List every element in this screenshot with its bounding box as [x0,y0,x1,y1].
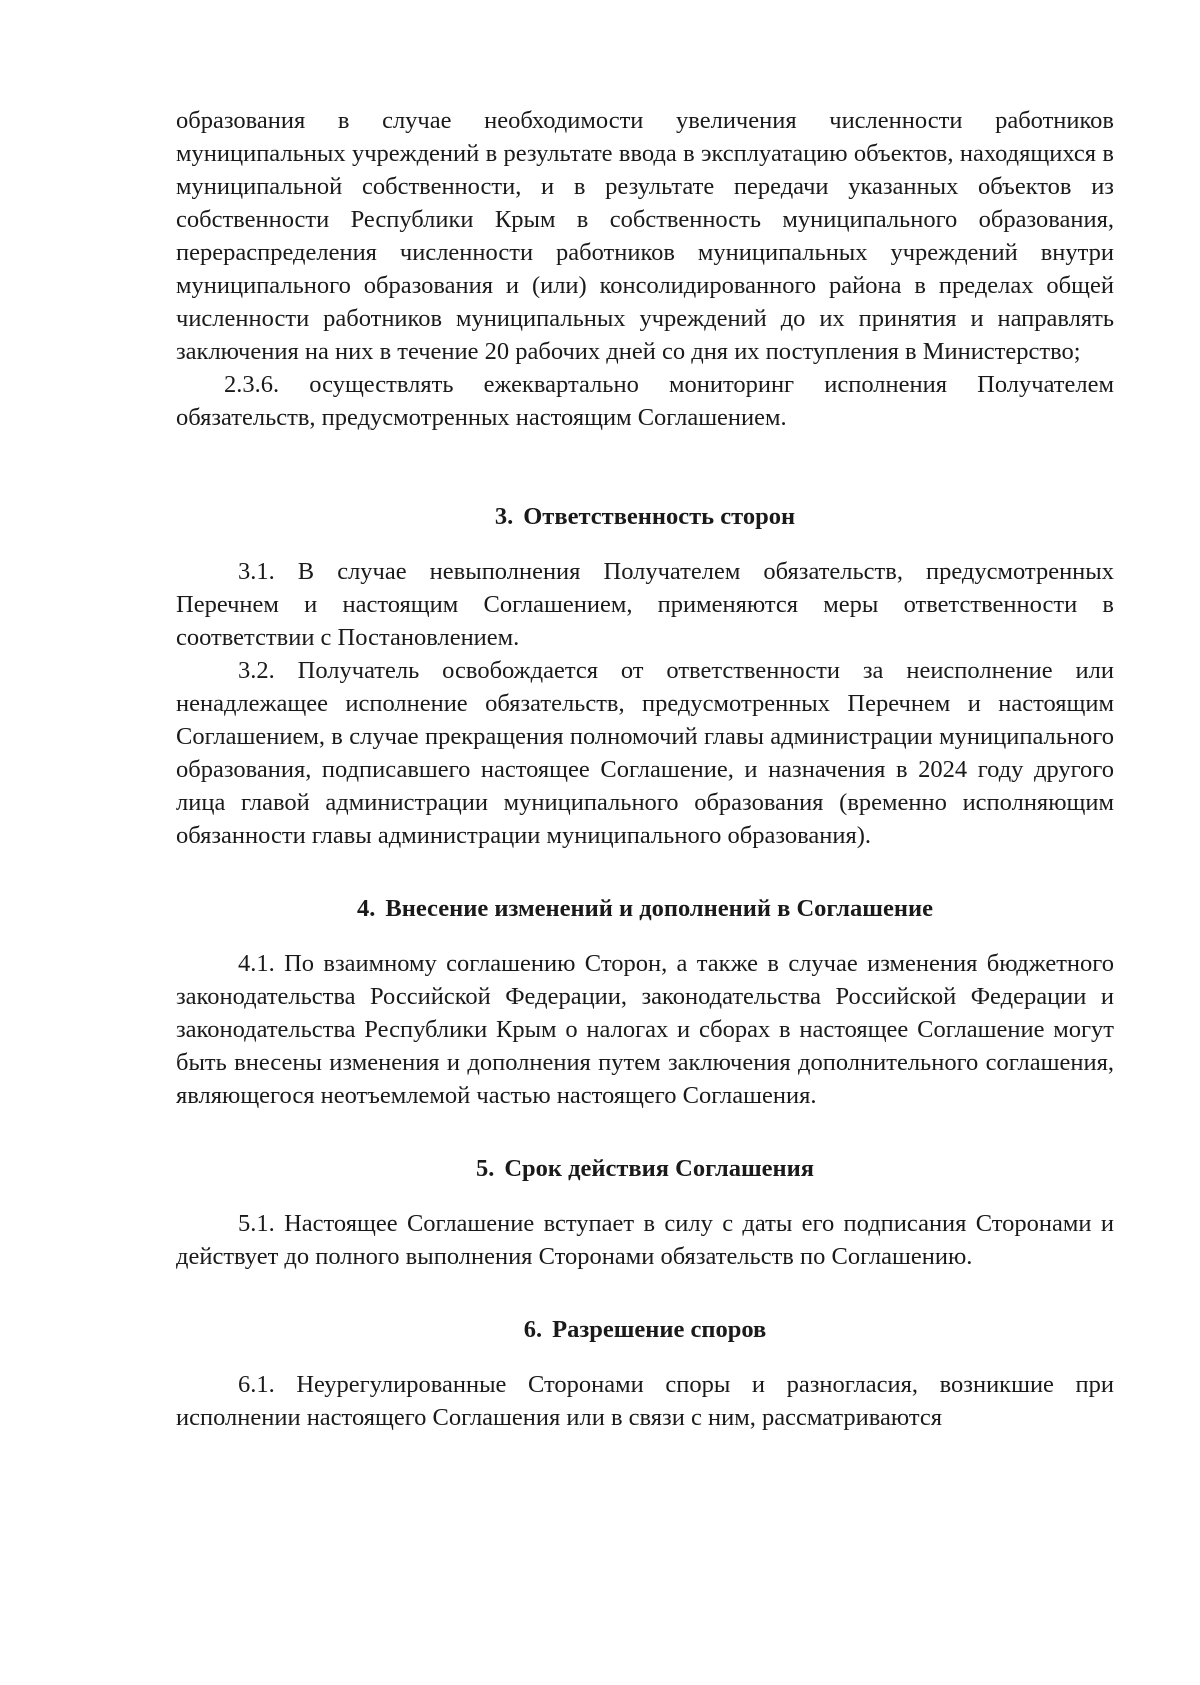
section-number: 3. [494,503,514,530]
section-title: Внесение изменений и дополнений в Соглашение [385,895,933,922]
section-title: Разрешение споров [552,1316,767,1343]
clause-6-1: 6.1. Неурегулированные Сторонами споры и разногласия, возникшие при исполнении настоящего Соглашения или в связи с ним, рассматриваются [176,1371,1114,1431]
clause-3-1: 3.1. В случае невыполнения Получателем обязательств, предусмотренных Перечнем и настоящим Соглашением, применяются меры ответственности в соответствии с Постановлением. [176,558,1114,651]
continuation-paragraph: образования в случае необходимости увеличения численности работников муниципальных учреждений в результате ввода в эксплуатацию объектов, находящихся в муниципальной собственности, и в результате передачи указанных объектов из собственности Республики Крым в собственность муниципального образования, перераспределения численности работников муниципальных учреждений внутри муниципального образования и (или) консолидированного района в пределах общей численности работников муниципальных учреждений до их принятия и направлять заключения на них в течение 20 рабочих дней со дня их поступления в Министерство; [176,107,1114,365]
section-4 [176,892,1114,1112]
section-number: 4. [357,895,376,922]
section-title: Срок действия Соглашения [504,1155,815,1182]
section-5 [176,1152,1114,1273]
clause-5-1: 5.1. Настоящее Соглашение вступает в силу с даты его подписания Сторонами и действует до полного выполнения Сторонами обязательств по Соглашению. [176,1210,1114,1270]
section-heading [176,892,1114,925]
clause-2-3-6: 2.3.6. осуществлять ежеквартально мониторинг исполнения Получателем обязательств, предусмотренных настоящим Соглашением. [176,371,1114,431]
section-heading [176,500,1114,533]
section-heading [176,1152,1114,1185]
section-number: 5. [475,1155,495,1182]
section-number: 6. [523,1316,543,1343]
section-6 [176,1313,1114,1434]
document-page [176,104,1114,1434]
section-3 [176,500,1114,852]
clause-3-2: 3.2. Получатель освобождается от ответственности за неисполнение или ненадлежащее исполнение обязательств, предусмотренных Перечнем и настоящим Соглашением, в случае прекращения полномочий главы администрации муниципального образования, подписавшего настоящее Соглашение, и назначения в 2024 году другого лица главой администрации муниципального образования (временно исполняющим обязанности главы администрации муниципального образования). [176,657,1114,849]
clause-4-1: 4.1. По взаимному соглашению Сторон, а также в случае изменения бюджетного законодательства Российской Федерации, законодательства Российской Федерации и законодательства Республики Крым о налогах и сборах в настоящее Соглашение могут быть внесены изменения и дополнения путем заключения дополнительного соглашения, являющегося неотъемлемой частью настоящего Соглашения. [176,950,1114,1109]
section-title: Ответственность сторон [523,503,796,530]
section-heading [176,1313,1114,1346]
